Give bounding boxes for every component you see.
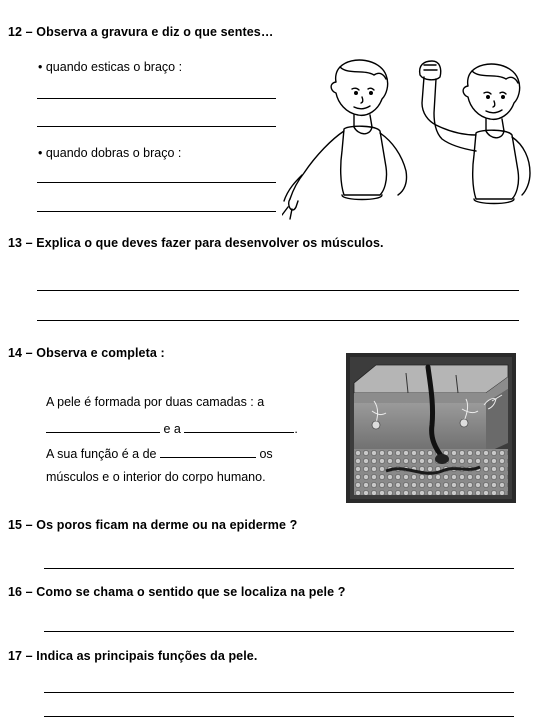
fill-blank[interactable] <box>184 420 294 433</box>
skin-cross-section-image <box>346 353 516 503</box>
question-12-title: 12 – Observa a gravura e diz o que sentes… <box>8 25 274 39</box>
question-12-item-bend: • quando dobras o braço : <box>38 146 182 160</box>
fill-blank[interactable] <box>46 420 160 433</box>
question-12-item-stretch: • quando esticas o braço : <box>38 60 183 74</box>
question-13-title: 13 – Explica o que deves fazer para desenvolver os músculos. <box>8 236 384 250</box>
answer-line[interactable] <box>37 126 276 127</box>
boy-arm-stretched <box>282 60 407 219</box>
question-14-title: 14 – Observa e completa : <box>8 346 165 360</box>
boy-arm-bent <box>420 61 530 204</box>
answer-line[interactable] <box>37 211 276 212</box>
question-14-line-2: e a . <box>46 420 298 436</box>
question-15-title: 15 – Os poros ficam na derme ou na epiderme ? <box>8 518 298 532</box>
answer-line[interactable] <box>37 290 519 291</box>
answer-line[interactable] <box>37 182 276 183</box>
fill-blank[interactable] <box>160 445 256 458</box>
question-14-line-3: A sua função é a de os <box>46 447 273 461</box>
question-14-line-4: músculos e o interior do corpo humano. <box>46 470 266 484</box>
answer-line[interactable] <box>44 716 514 717</box>
answer-line[interactable] <box>37 98 276 99</box>
question-14-line-1: A pele é formada por duas camadas : a <box>46 395 265 409</box>
answer-line[interactable] <box>37 320 519 321</box>
answer-line[interactable] <box>44 631 514 632</box>
question-17-title: 17 – Indica as principais funções da pele. <box>8 649 258 663</box>
boy-arm-illustration <box>282 55 532 225</box>
answer-line[interactable] <box>44 692 514 693</box>
question-16-title: 16 – Como se chama o sentido que se localiza na pele ? <box>8 585 346 599</box>
answer-line[interactable] <box>44 568 514 569</box>
